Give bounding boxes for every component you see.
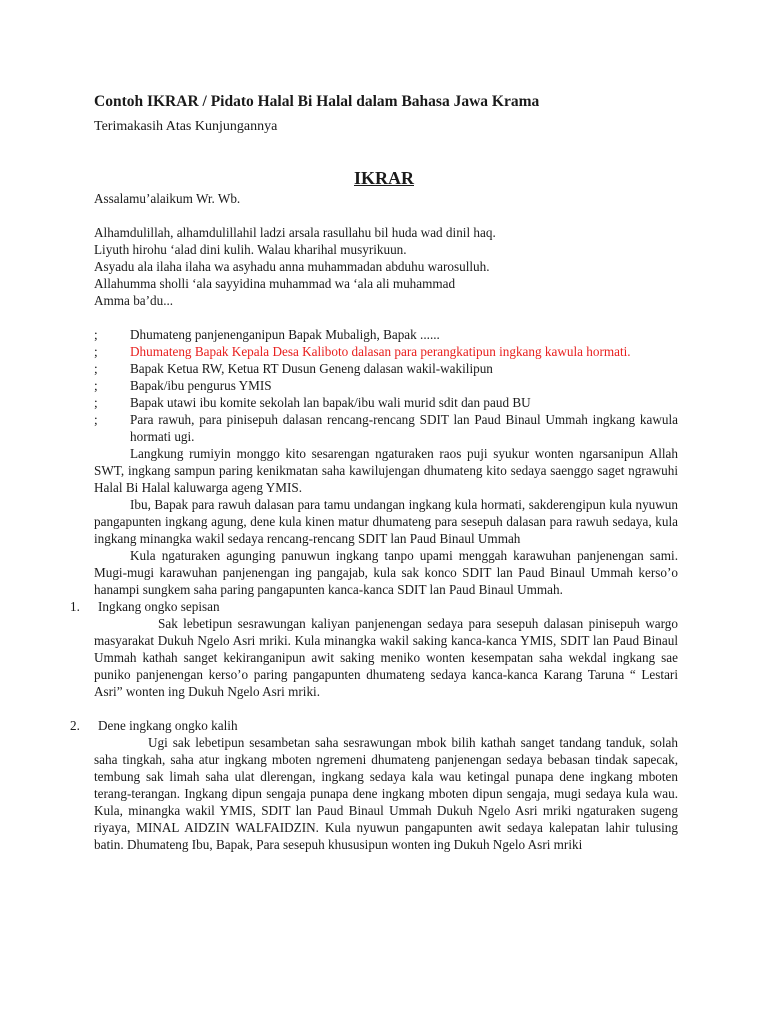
- body-paragraph: Kula ngaturaken agunging panuwun ingkang tanpo upami menggah karawuhan panjenengan sami. Mugi-mugi karawuhan panjenengan ing pangajab, kula sak konco SDIT lan Paud Binaul Ummah kerso’o hanampi sungkem saha paring pangapunten kanca-kanca SDIT lan Paud Binaul Ummah.: [94, 548, 678, 597]
- greeting-item: [94, 394, 678, 411]
- greeting-text: Bapak/ibu pengurus YMIS: [130, 378, 272, 393]
- salam-line: Assalamu’alaikum Wr. Wb.: [94, 191, 241, 206]
- bullet-marker: ;: [94, 395, 98, 410]
- opening-line: Allahumma sholli ‘ala sayyidina muhammad wa ‘ala ali muhammad: [94, 276, 456, 291]
- greeting-item: [94, 360, 678, 377]
- section-title: Ingkang ongko sepisan: [98, 599, 220, 614]
- opening-line: Alhamdulillah, alhamdulillahil ladzi arsala rasullahu bil huda wad dinil haq.: [94, 225, 496, 240]
- document-heading: Contoh IKRAR / Pidato Halal Bi Halal dalam Bahasa Jawa Krama: [94, 93, 540, 110]
- bullet-marker: ;: [94, 378, 98, 393]
- greeting-text: Bapak Ketua RW, Ketua RT Dusun Geneng dalasan wakil-wakilipun: [130, 361, 493, 376]
- section-number: 2.: [70, 718, 80, 733]
- section-heading: [70, 717, 678, 734]
- bullet-marker: ;: [94, 327, 98, 342]
- body-paragraph: Langkung rumiyin monggo kito sesarengan ngaturaken raos puji syukur wonten ngarsanipun Allah SWT, ingkang sampun paring kenikmatan saha kawilujengan dhumateng kito sedaya saenggo saget ngrawuhi Halal Bi Halal kaluwarga ageng YMIS.: [94, 446, 678, 495]
- greeting-text: Para rawuh, para pinisepuh dalasan rencang-rencang SDIT lan Paud Binaul Ummah ingkang kawula hormati ugi.: [130, 412, 678, 444]
- section-title: Dene ingkang ongko kalih: [98, 718, 238, 733]
- document-subheading: Terimakasih Atas Kunjungannya: [94, 119, 278, 134]
- greeting-text: Dhumateng panjenenganipun Bapak Mubaligh, Bapak ......: [130, 327, 440, 342]
- greeting-item: [94, 411, 678, 445]
- bullet-marker: ;: [94, 412, 98, 427]
- greeting-text: Bapak utawi ibu komite sekolah lan bapak/ibu wali murid sdit dan paud BU: [130, 395, 531, 410]
- section-heading: [70, 598, 678, 615]
- document-body: [70, 190, 678, 853]
- section-number: 1.: [70, 599, 80, 614]
- section-body: Ugi sak lebetipun sesambetan saha sesrawungan mbok bilih kathah sanget tandang tanduk, solah saha tingkah, saha atur ingkang mboten ngremeni dhumateng panjenengan sedaya bebasan tindak sapecak, tembung sak limah saha ulat dlerengan, ingkang sedaya kala wau ketingal punapa dene ingkang mboten terang-terangan. Ingkang dipun sengaja punapa dene ingkang mboten dipun sengaja, mugi sedaya kula wau. Kula, minangka wakil YMIS, SDIT lan Paud Binaul Ummah Dukuh Ngelo Asri mriki ngaturaken sugeng riyaya, MINAL AIDZIN WALFAIDZIN. Kula nyuwun pangapunten awit sedaya kalepatan lahir tulusing batin. Dhumateng Ibu, Bapak, Para sesepuh khususipun wonten ing Dukuh Ngelo Asri mriki: [94, 735, 678, 852]
- section-body: Sak lebetipun sesrawungan kaliyan panjenengan sedaya para sesepuh dalasan pinisepuh wargo masyarakat Dukuh Ngelo Asri mriki. Kula minangka wakil saking kanca-kanca YMIS, SDIT lan Paud Binaul Ummah kathah sanget kekiranganipun awit saking meniko wonten kesempatan saha wekdal ingkang sae puniko panjenengan kerso’o paring pangapunten dhumateng sedaya kanca-kanca Karang Taruna “ Lestari Asri” wonten ing Dukuh Ngelo Asri mriki.: [94, 616, 678, 699]
- opening-line: Liyuth hirohu ‘alad dini kulih. Walau kharihal musyrikuun.: [94, 242, 407, 257]
- bullet-marker: ;: [94, 344, 98, 359]
- section-2: [70, 717, 678, 853]
- greeting-text-highlighted: Dhumateng Bapak Kepala Desa Kaliboto dalasan para perangkatipun ingkang kawula hormati.: [130, 344, 631, 359]
- greeting-item: [94, 377, 678, 394]
- opening-prayer: [94, 224, 678, 309]
- greeting-item: [94, 326, 678, 343]
- opening-line: Amma ba’du...: [94, 293, 174, 308]
- bullet-marker: ;: [94, 361, 98, 376]
- greeting-item: [94, 343, 678, 360]
- section-1: [70, 598, 678, 700]
- opening-line: Asyadu ala ilaha ilaha wa asyhadu anna muhammadan abduhu warosulluh.: [94, 259, 490, 274]
- greetings-list: [94, 326, 678, 445]
- ikrar-title: IKRAR: [353, 168, 414, 188]
- body-paragraph: Ibu, Bapak para rawuh dalasan para tamu undangan ingkang kula hormati, sakderengipun kula nyuwun pangapunten ingkang agung, dene kula kinen matur dhumateng para sesepuh dalasan para rawuh sedaya, kula ingkang minangka wakil sedaya rencang-rencang SDIT lan Paud Binaul Ummah: [94, 497, 678, 546]
